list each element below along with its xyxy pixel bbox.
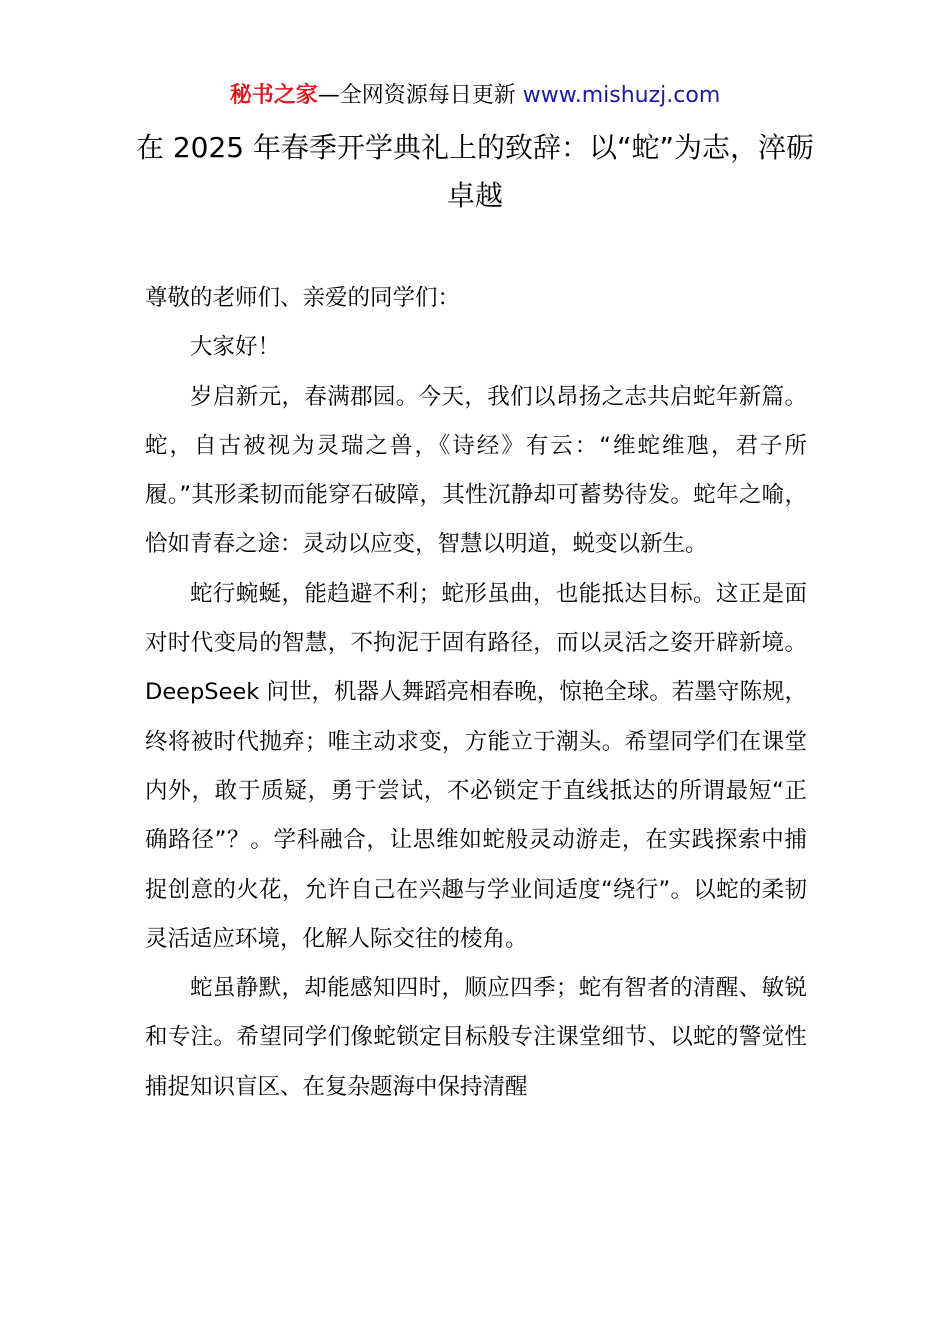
body-paragraph: 岁启新元，春满郡园。今天，我们以昂扬之志共启蛇年新篇。蛇，自古被视为灵瑞之兽，《诗经》有云：“维蛇维虺，君子所履。”其形柔韧而能穿石破障，其性沉静却可蓄势待发。蛇年之喻，恰如青春之途：灵动以应变，智慧以明道，蜕变以新生。 <box>145 383 807 558</box>
site-brand: 秘书之家 <box>229 83 318 108</box>
document-title: 在 2025 年春季开学典礼上的致辞：以“蛇”为志，淬砺卓越 <box>135 131 815 212</box>
body-paragraph: 蛇行蜿蜒，能趋避不利；蛇形虽曲，也能抵达目标。这正是面对时代变局的智慧，不拘泥于固有路径，而以灵活之姿开辟新境。DeepSeek 问世，机器人舞蹈亮相春晚，惊艳全球。若墨守陈规，终将被时代抛弃；唯主动求变，方能立于潮头。希望同学们在课堂内外，敢于质疑，勇于尝试，不必锁定于直线抵达的所谓最短“正确路径”？。学科融合，让思维如蛇般灵动游走，在实践探索中捕捉创意的火花，允许自己在兴趣与学业间适度“绕行”。以蛇的柔韧灵活适应环境，化解人际交往的棱角。 <box>145 580 807 952</box>
site-tagline: —全网资源每日更新 <box>317 83 516 108</box>
greeting: 大家好！ <box>190 334 281 361</box>
body-paragraph: 蛇虽静默，却能感知四时，顺应四季；蛇有智者的清醒、敏锐和专注。希望同学们像蛇锁定目标般专注课堂细节、以蛇的警觉性捕捉知识盲区、在复杂题海中保持清醒 <box>145 975 807 1100</box>
site-header <box>0 80 950 112</box>
site-url-link[interactable]: www.mishuzj.com <box>522 83 721 108</box>
salutation: 尊敬的老师们、亲爱的同学们： <box>145 285 461 311</box>
document-body <box>145 274 807 1112</box>
